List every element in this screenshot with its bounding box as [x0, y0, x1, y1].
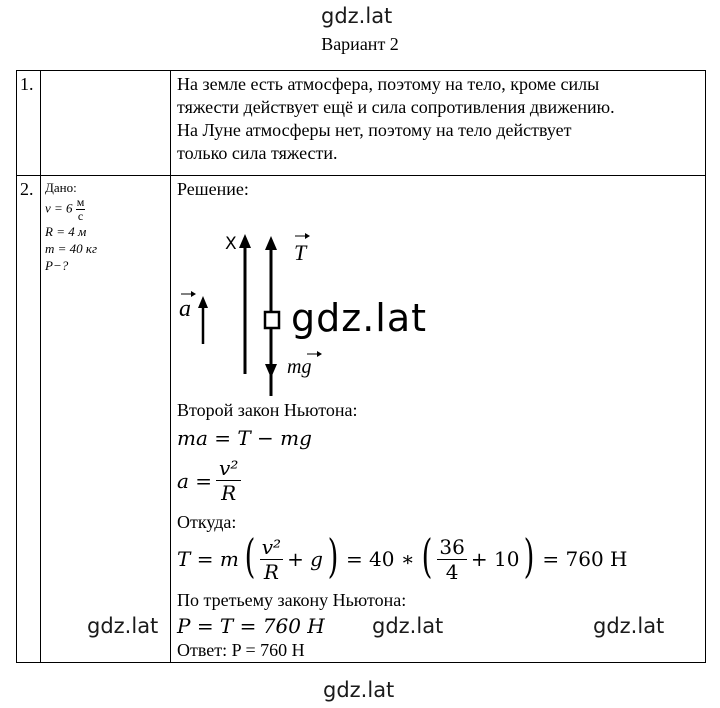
answer-line: На Луне атмосферы нет, поэтому на тело действует: [177, 120, 572, 140]
final-answer: Ответ: P = 760 Н: [177, 640, 305, 660]
watermark-right: gdz.lat: [593, 614, 665, 638]
answer-line: На земле есть атмосфера, поэтому на тело, кроме силы: [177, 74, 600, 94]
answer-line: только сила тяжести.: [177, 143, 338, 163]
gravity-label: mg: [287, 356, 312, 378]
equation-4: P = T = 760 Н: [177, 614, 325, 638]
given-label: Дано:: [45, 180, 77, 195]
axis-arrow-head: [239, 234, 251, 248]
watermark-bottom: gdz.lat: [323, 678, 395, 702]
from-label: Откуда:: [177, 512, 237, 532]
given-R: R = 4 м: [45, 224, 87, 239]
gravity-arrow-head: [265, 364, 277, 378]
answer-line: тяжести действует ещё и сила сопротивления движению.: [177, 97, 615, 117]
table-row: [17, 176, 706, 663]
equation-3: T = m ( v² R + g ) = 40 ∗ ( 36 4 + 10 ) = 760 Н: [177, 529, 628, 584]
table-row: [17, 71, 706, 176]
watermark-center: gdz.lat: [287, 296, 431, 340]
equation-1: ma = T − mg: [177, 426, 312, 450]
equation-2: a = $\frac{\text{v²}}{R}$: [177, 456, 241, 505]
newton2-label: Второй закон Ньютона:: [177, 400, 358, 420]
tension-arrow-head: [265, 236, 277, 250]
acceleration-arrow-head: [198, 296, 208, 308]
solution-label: Решение:: [177, 179, 249, 199]
row-number: 2.: [17, 176, 41, 663]
watermark-left: gdz.lat: [87, 614, 159, 638]
acceleration-label: a: [179, 296, 191, 322]
body-square: [265, 312, 279, 328]
force-diagram: [171, 176, 701, 396]
solution-table: [16, 70, 706, 663]
axis-label: X: [225, 234, 237, 254]
solution-cell: [171, 176, 706, 663]
newton3-label: По третьему закону Ньютона:: [177, 590, 407, 610]
answer-text: [171, 71, 706, 176]
given-m: m = 40 кг: [45, 241, 98, 256]
tension-label: T: [294, 240, 307, 265]
watermark-top: gdz.lat: [321, 4, 393, 28]
watermark-middle: gdz.lat: [372, 614, 444, 638]
variant-title: Вариант 2: [321, 34, 399, 54]
given-v: v = 6 $\frac{м}{с}$: [45, 195, 85, 223]
unit-fraction: $\frac{м}{с}$: [76, 195, 85, 223]
given-P: P−?: [45, 258, 69, 273]
given-cell-empty: [41, 71, 171, 176]
given-cell: [41, 176, 171, 663]
row-number: 1.: [17, 71, 41, 176]
